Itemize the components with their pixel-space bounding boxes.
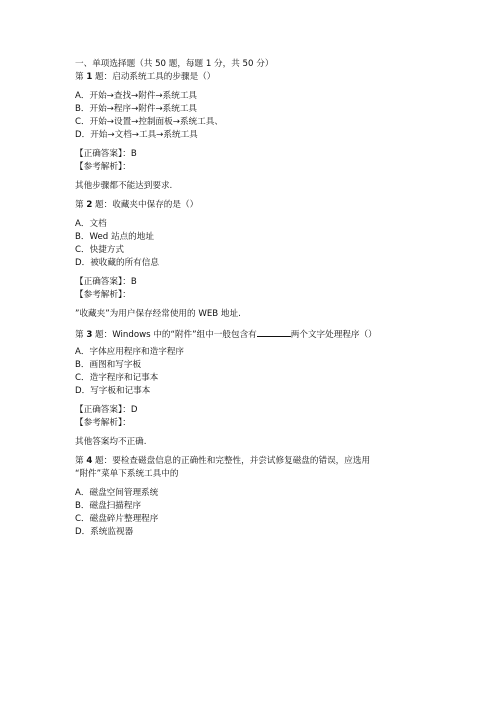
question-1-title [75, 71, 475, 84]
option-d: D．系统监视器 [75, 527, 134, 537]
option-c: C．快捷方式 [75, 245, 124, 255]
question-label-suffix: 题：启动系统工具的步骤是（） [92, 72, 216, 82]
question-number: 2 [86, 200, 93, 210]
question-number: 4 [86, 456, 93, 466]
question-4-title-line2: “附件”菜单下系统工具中的 [75, 469, 179, 479]
question-label-prefix: 第 [75, 456, 87, 466]
option-d: D．写字板和记事本 [75, 386, 151, 396]
option-b: B．磁盘扫描程序 [75, 501, 142, 511]
option-d: D．开始→文档→工具→系统工具 [75, 130, 198, 140]
option-d: D．被收藏的所有信息 [75, 258, 159, 268]
question-1 [75, 71, 475, 199]
question-2-title [75, 199, 475, 212]
question-label-prefix: 第 [75, 72, 87, 82]
option-c: C．造字程序和记事本 [75, 373, 159, 383]
question-4-title [75, 455, 475, 468]
analysis-text: 其他步骤都不能达到要求. [75, 181, 173, 191]
option-c: C．开始→设置→控制面板→系统工具、 [75, 117, 223, 127]
question-label-prefix: 第 [75, 200, 87, 210]
question-3-title [75, 327, 475, 340]
analysis-label: 【参考解析】： [75, 418, 131, 428]
question-4 [75, 455, 475, 539]
option-b: B．画图和写字板 [75, 360, 142, 370]
option-c: C．磁盘碎片整理程序 [75, 514, 159, 524]
question-3 [75, 327, 475, 455]
correct-answer: 【正确答案】：D [75, 405, 138, 415]
option-a: A．磁盘空间管理系统 [75, 488, 159, 498]
correct-answer: 【正确答案】：B [75, 277, 137, 287]
option-a: A．开始→查找→附件→系统工具 [75, 91, 198, 101]
fill-in-blank [257, 327, 291, 337]
question-label-prefix: 第 [75, 330, 87, 340]
question-2 [75, 199, 475, 327]
question-label-suffix: 题：收藏夹中保存的是（） [92, 200, 199, 210]
analysis-text: ”收藏夹”为用户保存经常使用的 WEB 地址. [75, 309, 241, 319]
option-b: B．开始→程序→附件→系统工具 [75, 104, 198, 114]
option-a: A．文档 [75, 219, 107, 229]
question-label-suffix: 题：Windows 中的“附件”组中一般包含有 [92, 330, 257, 340]
question-number: 3 [86, 330, 93, 340]
question-label-tail: 两个文字处理程序（） [290, 330, 377, 340]
analysis-label: 【参考解析】： [75, 290, 131, 300]
correct-answer: 【正确答案】：B [75, 149, 137, 159]
question-number: 1 [86, 72, 93, 82]
option-a: A．字体应用程序和造字程序 [75, 347, 185, 357]
analysis-text: 其他答案均不正确. [75, 437, 147, 447]
section-header: 一、单项选择题（共 50 题，每题 1 分，共 50 分） [75, 59, 274, 69]
question-label-suffix: 题：要检查磁盘信息的正确性和完整性，并尝试修复磁盘的错误，应选用 [92, 456, 371, 466]
document-page [75, 58, 475, 539]
analysis-label: 【参考解析】： [75, 162, 131, 172]
option-b: B．Wed 站点的地址 [75, 232, 154, 242]
